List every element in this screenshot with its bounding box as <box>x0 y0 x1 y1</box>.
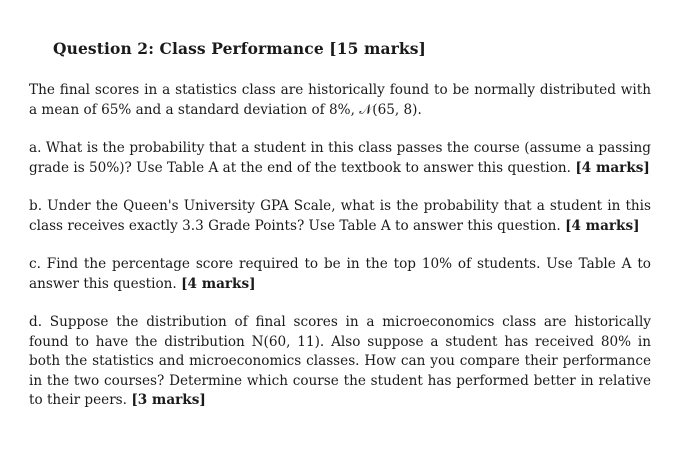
part-d <box>29 313 651 411</box>
part-b-text: b. Under the Queen's University GPA Scale, what is the probability that a student in this class receives exactly 3.3 Grade Points? Use Table A to answer this question. <box>29 198 651 234</box>
part-a <box>29 139 651 178</box>
part-c <box>29 255 651 294</box>
part-c-marks: [4 marks] <box>181 275 256 292</box>
part-d-text: d. Suppose the distribution of final scores in a microeconomics class are historically found to have the distribution N(60, 11). Also suppose a student has received 80% in both the statistics and microeconomics classes. How can you compare their performance in the two courses? Determine which course the student has performed better in relative to their peers. <box>29 314 651 408</box>
part-a-text: a. What is the probability that a student in this class passes the course (assume a passing grade is 50%)? Use Table A at the end of the textbook to answer this question. <box>29 140 651 176</box>
question-intro <box>29 81 651 120</box>
intro-text: The final scores in a statistics class are historically found to be normally distributed with a mean of 65% and a standard deviation of 8%, 𝒩(65, 8). <box>29 82 651 118</box>
part-d-marks: [3 marks] <box>131 392 206 408</box>
part-c-text: c. Find the percentage score required to be in the top 10% of students. Use Table A to answer this question. <box>29 256 651 292</box>
part-a-marks: [4 marks] <box>575 159 650 176</box>
question-title: Question 2: Class Performance [15 marks] <box>53 39 426 58</box>
part-b <box>29 197 651 236</box>
part-b-marks: [4 marks] <box>565 217 640 234</box>
